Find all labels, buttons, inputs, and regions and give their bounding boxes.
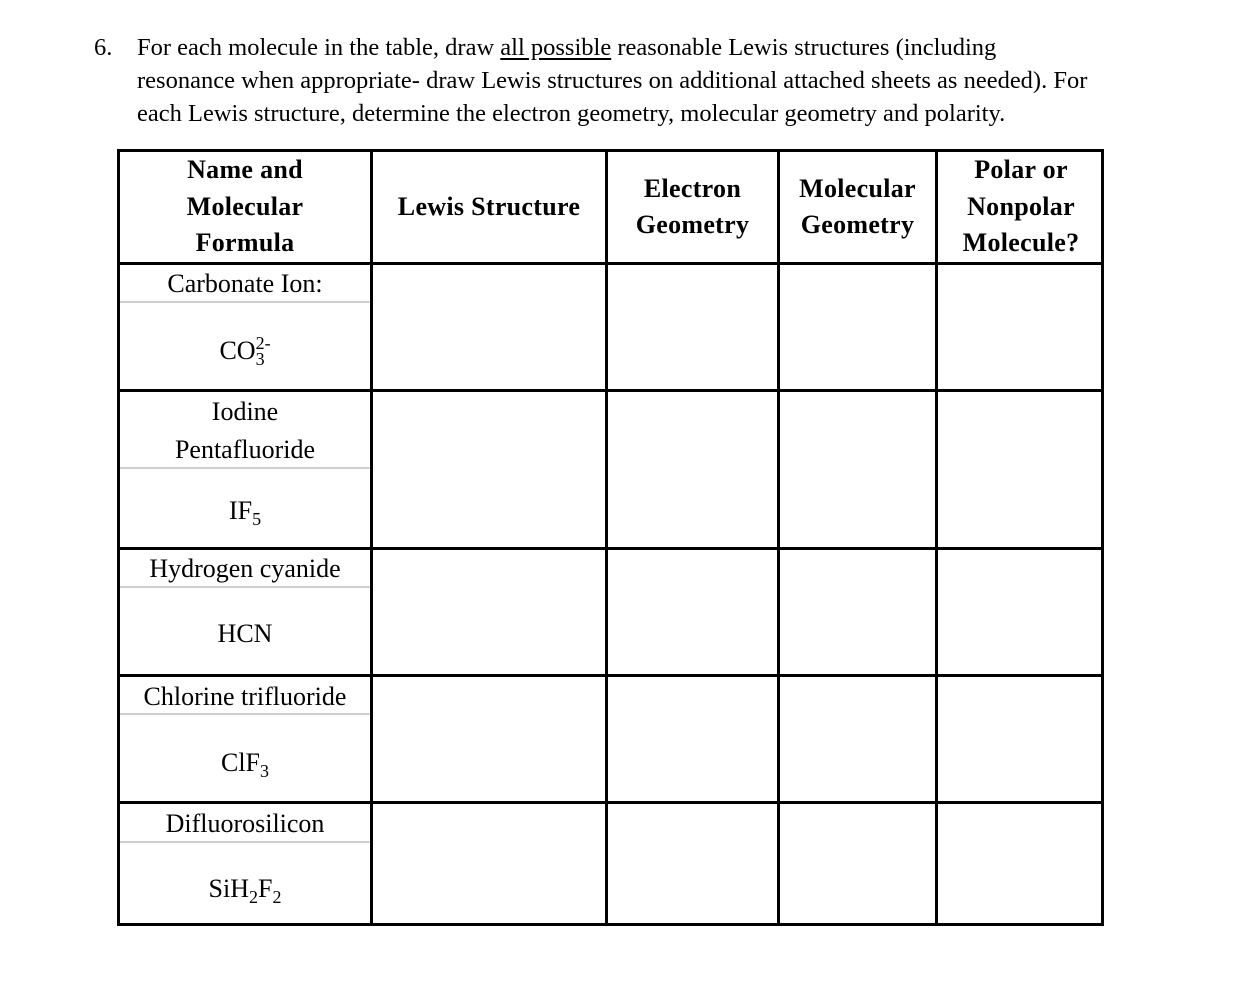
- molecule-name-iodine-pentafluoride-line2: Pentafluoride: [174, 435, 316, 464]
- header-line: Nonpolar: [967, 191, 1075, 221]
- formula-subscript: 2: [272, 887, 282, 908]
- molecule-name-iodine-pentafluoride: Iodine: [211, 397, 279, 426]
- formula-hydrogen-cyanide: HCN: [217, 619, 273, 648]
- molecule-name-carbonate: Carbonate Ion:: [167, 269, 323, 298]
- formula-subscript: 5: [252, 509, 262, 530]
- header-line: Molecular: [799, 173, 916, 203]
- header-lewis-structure: [373, 152, 605, 262]
- question-text: [137, 31, 1177, 130]
- column-divider: [605, 152, 608, 923]
- molecule-name-chlorine-trifluoride: Chlorine trifluoride: [143, 682, 347, 711]
- formula-part: F: [258, 874, 273, 903]
- column-divider: [370, 152, 373, 923]
- question-line-3: each Lewis structure, determine the electron geometry, molecular geometry and polarity.: [137, 100, 1006, 127]
- header-line: Molecule?: [962, 228, 1080, 258]
- header-polarity: [938, 152, 1104, 262]
- formula-subscript: 2: [249, 887, 258, 908]
- row-divider: [120, 801, 1101, 804]
- formula-part: CO: [219, 336, 256, 365]
- header-line: Electron: [643, 173, 742, 203]
- header-line: Formula: [195, 228, 295, 258]
- formula-part: IF: [228, 496, 253, 525]
- molecule-name-hydrogen-cyanide: Hydrogen cyanide: [149, 554, 341, 583]
- row-divider: [120, 674, 1101, 677]
- question-line-2: resonance when appropriate- draw Lewis structures on additional attached sheets as needed). For: [137, 67, 1088, 94]
- question-line-1-post: reasonable Lewis structures (including: [611, 34, 997, 61]
- formula-part: SiH: [208, 874, 249, 903]
- header-electron-geometry: [608, 152, 777, 262]
- row-divider: [120, 389, 1101, 392]
- header-line: Polar or: [974, 155, 1068, 185]
- formula-chlorine-trifluoride: [120, 744, 370, 782]
- formula-subscript: 3: [255, 349, 265, 370]
- formula-iodine-pentafluoride: [120, 492, 370, 530]
- header-line: Lewis Structure: [397, 191, 581, 221]
- column-divider: [777, 152, 780, 923]
- question-line-1-pre: For each molecule in the table, draw: [137, 34, 501, 61]
- header-line: Geometry: [635, 210, 750, 239]
- question-underlined-phrase: all possible: [500, 34, 612, 61]
- formula-part: ClF: [220, 748, 261, 777]
- column-divider: [935, 152, 938, 923]
- question-number: 6.: [94, 34, 113, 61]
- formula-charge: 2-: [255, 333, 271, 354]
- molecule-table: [117, 149, 1104, 926]
- header-molecular-geometry: [780, 152, 935, 262]
- header-line: Molecular: [186, 191, 304, 221]
- header-line: Name and: [187, 155, 303, 185]
- formula-subscript: 3: [260, 761, 270, 782]
- formula-carbonate: [120, 332, 370, 370]
- question-line-1: [137, 31, 1177, 64]
- formula-difluorosilicon: [120, 870, 370, 908]
- header-name-formula: [120, 152, 370, 262]
- header-line: Geometry: [800, 210, 915, 239]
- molecule-name-difluorosilicon: Difluorosilicon: [165, 809, 325, 838]
